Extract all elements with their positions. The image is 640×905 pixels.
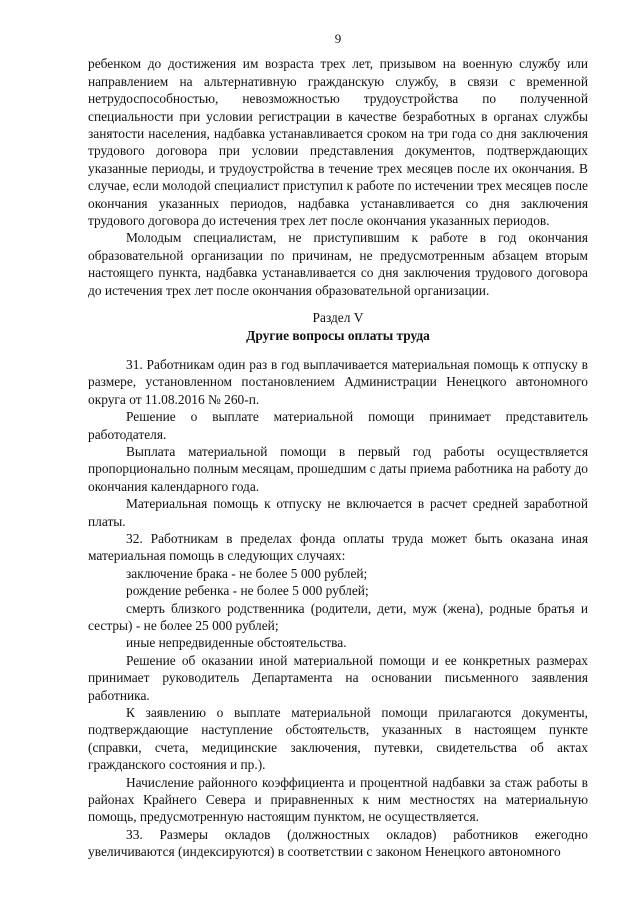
section-label: Раздел V [312, 310, 364, 326]
paragraph-item-32: 32. Работникам в пределах фонда оплаты труда может быть оказана иная материальная помощь в следующих случаях: [88, 530, 588, 564]
section-heading: Другие вопросы оплаты труда [246, 327, 430, 343]
paragraph-director-decision: Решение об оказании иной материальной помощи и ее конкретных размерах принимает руководитель Департамента на основании письменного заявления работника. [88, 652, 588, 703]
paragraph-continuation: ребенком до достижения им возраста трех лет, призывом на военную службу или направлением на альтернативную гражданскую службу, в связи с временной нетрудоспособностью, невозможностью трудоустройства по полученной специальности при условии регистрации в качестве безработных в органах службы занятости населения, надбавка устанавливается сроком на три года со дня заключения трудового договора при условии представления документов, подтверждающих указанные периоды, и трудоустройства в течение трех месяцев после их окончания. В случае, если молодой специалист приступил к работе по истечении трех месяцев после окончания указанных периодов, надбавка устанавливается со дня заключения трудового договора до истечения трех лет после окончания указанных периодов. [88, 56, 588, 229]
paragraph-item-33: 33. Размеры окладов (должностных окладов) работников ежегодно увеличиваются (индексируются) в соответствии с законом Ненецкого автономного [88, 826, 588, 860]
paragraph-coefficient: Начисление районного коэффициента и процентной надбавки за стаж работы в районах Крайнего Севера и приравненных к ним местностях на материальную помощь, предусмотренную настоящим пунктом, не осуществляется. [88, 774, 588, 825]
list-item-other: иные непредвиденные обстоятельства. [126, 635, 347, 651]
document-page [88, 30, 588, 861]
list-item-death: смерть близкого родственника (родители, дети, муж (жена), родные братья и сестры) - не более 25 000 рублей; [88, 600, 588, 633]
list-item-marriage: заключение брака - не более 5 000 рублей; [126, 565, 368, 581]
paragraph-attachments: К заявлению о выплате материальной помощи прилагаются документы, подтверждающие наступление обстоятельств, указанных в настоящем пункте (справки, счета, медицинские заключения, путевки, свидетельства об актах гражданского состояния и пр.). [88, 705, 588, 773]
paragraph-decision: Решение о выплате материальной помощи принимает представитель работодателя. [88, 409, 588, 442]
list-item-birth: рождение ребенка - не более 5 000 рублей; [126, 583, 369, 599]
paragraph-item-31: 31. Работникам один раз в год выплачивается материальная помощь к отпуску в размере, установленном постановлением Администрации Ненецкого автономного округа от 11.08.2016 № 260-п. [88, 356, 588, 407]
paragraph-first-year: Выплата материальной помощи в первый год работы осуществляется пропорционально полным месяцам, прошедшим с даты приема работника на работу до окончания календарного года. [88, 443, 588, 494]
page-number: 9 [334, 31, 342, 46]
paragraph-young-specialists: Молодым специалистам, не приступившим к работе в год окончания образовательной организации по причинам, не предусмотренным абзацем вторым настоящего пункта, надбавка устанавливается со дня заключения трудового договора до истечения трех лет после окончания образовательной организации. [88, 230, 588, 298]
paragraph-not-included: Материальная помощь к отпуску не включается в расчет средней заработной платы. [88, 496, 588, 529]
